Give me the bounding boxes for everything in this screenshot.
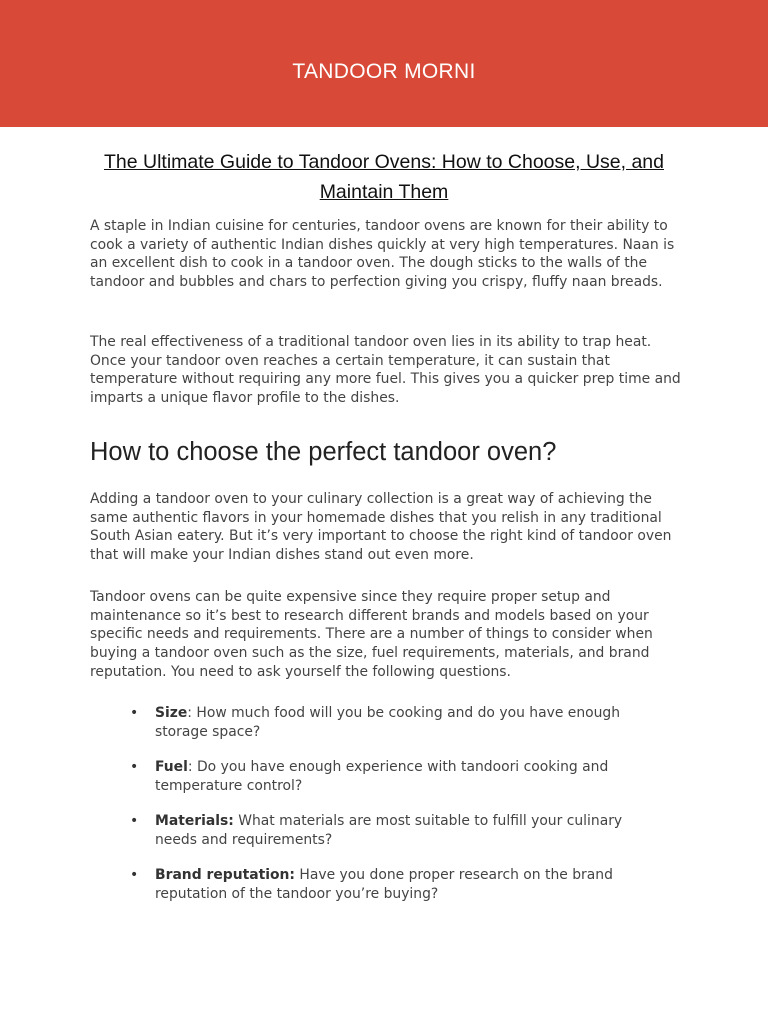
section-paragraph-1: Adding a tandoor oven to your culinary collection is a great way of achieving the same authentic flavors in your homemade dishes that you relish in any traditional South Asian eatery. But it’s very important to choose the right kind of tandoor oven that will make your Indian dishes stand out even more. <box>90 491 672 564</box>
list-item-description: How much food will you be cooking and do you have enough storage space? <box>155 705 621 740</box>
list-item-term: Brand reputation: <box>155 867 295 883</box>
list-item-text <box>155 866 655 903</box>
bullet-marker: • <box>130 813 139 829</box>
list-item-term: Fuel <box>155 759 188 775</box>
bullet-marker: • <box>130 705 139 721</box>
bullet-marker: • <box>130 759 139 775</box>
list-item-text: Fuel: Do you have enough experience with tandoori cooking and temperature control? <box>155 759 609 794</box>
list-item-description: What materials are most suitable to fulfill your culinary needs and requirements? <box>155 813 623 848</box>
list-item-term: Materials: <box>155 813 234 829</box>
list-item-description: Do you have enough experience with tandoori cooking and temperature control? <box>155 759 609 794</box>
list-item-term: Size <box>155 705 188 721</box>
list-item-description: Have you done proper research on the brand reputation of the tandoor you’re buying? <box>155 867 613 902</box>
site-name: TANDOOR MORNI <box>292 60 476 83</box>
intro-paragraph-1: A staple in Indian cuisine for centuries, tandoor ovens are known for their ability to cook a variety of authentic Indian dishes quickly at very high temperatures. Naan is an excellent dish to cook in a tandoor oven. The dough sticks to the walls of the tandoor and bubbles and chars to perfection giving you crispy, fluffy naan breads. <box>90 218 675 291</box>
section-paragraph-2: Tandoor ovens can be quite expensive since they require proper setup and maintenance so it’s best to research different brands and models based on your specific needs and requirements. There are a number of things to consider when buying a tandoor oven such as the size, fuel requirements, materials, and brand reputation. You need to ask yourself the following questions. <box>90 589 653 680</box>
article-title: The Ultimate Guide to Tandoor Ovens: How to Choose, Use, and Maintain Them <box>103 151 664 203</box>
list-item-text: Size: How much food will you be cooking and do you have enough storage space? <box>155 705 621 740</box>
list-item-text <box>155 812 655 849</box>
bullet-marker: • <box>130 867 139 883</box>
section-heading: How to choose the perfect tandoor oven? <box>90 438 557 466</box>
header-banner <box>0 0 768 127</box>
intro-paragraph-2: The real effectiveness of a traditional tandoor oven lies in its ability to trap heat. Once your tandoor oven reaches a certain temperature, it can sustain that temperature without requiring any more fuel. This gives you a quicker prep time and imparts a unique flavor profile to the dishes. <box>90 334 681 407</box>
